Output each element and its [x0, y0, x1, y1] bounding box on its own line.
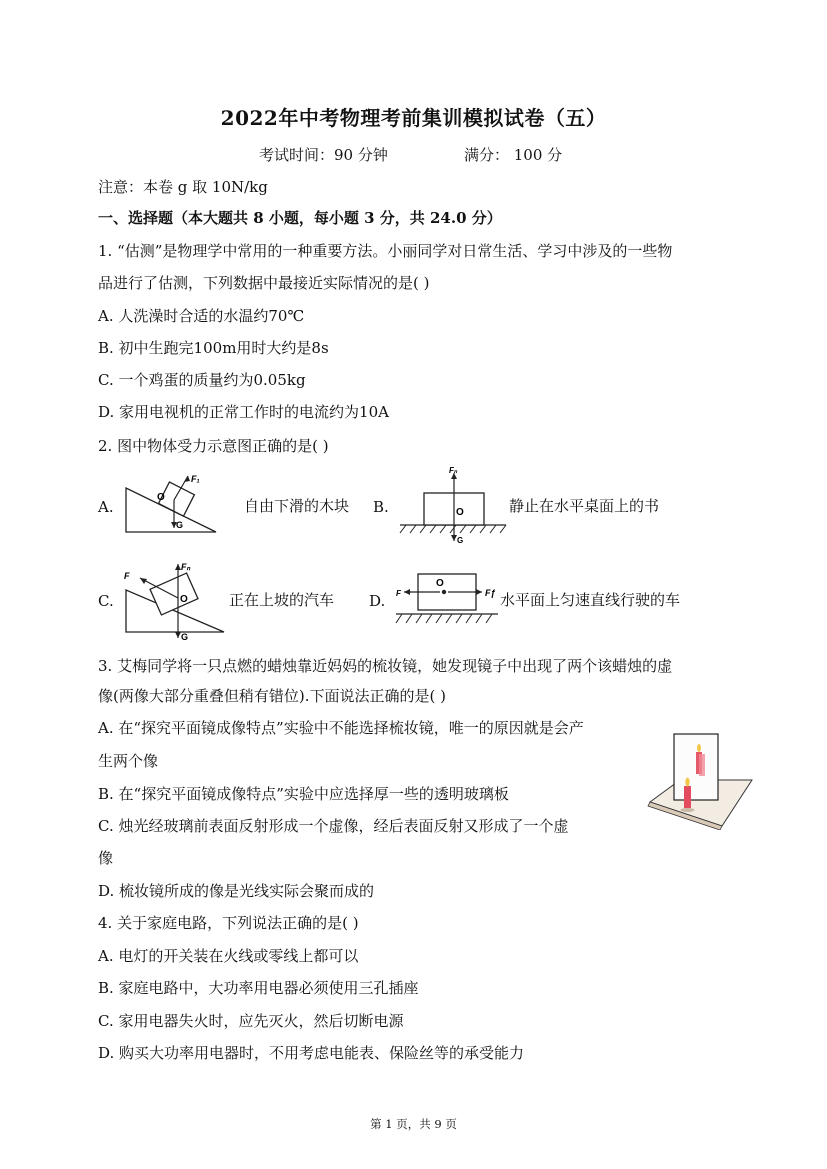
q1-stem-line2: 品进行了估测，下列数据中最接近实际情况的是( )	[98, 274, 430, 292]
exam-time: 考试时间：90 分钟	[259, 146, 388, 164]
diagram-d-level	[392, 568, 504, 632]
diagram-c-g-label: G	[181, 632, 189, 642]
q3-stem-line1: 3. 艾梅同学将一只点燃的蜡烛靠近妈妈的梳妆镜，她发现镜子中出现了两个该蜡烛的虚	[98, 657, 673, 675]
diagram-a-incline	[118, 470, 228, 540]
q1-option-c: C. 一个鸡蛋的质量约为0.05kg	[98, 371, 306, 389]
q2-option-c: C.	[98, 592, 114, 610]
note: 注意：本卷 g 取 10N/kg	[98, 178, 268, 196]
q3-stem-line2: 像(两像大部分重叠但稍有错位).下面说法正确的是( )	[98, 687, 446, 705]
q3-option-d: D. 梳妆镜所成的像是光线实际会聚而成的	[98, 882, 375, 900]
page-footer: 第 1 页，共 9 页	[370, 1117, 457, 1131]
page-title: 2022年中考物理考前集训模拟试卷（五）	[220, 106, 607, 130]
q2-option-a: A.	[98, 498, 114, 516]
section-heading: 一、选择题（本大题共 8 小题，每小题 3 分，共 24.0 分）	[98, 209, 502, 227]
diagram-b-table	[398, 463, 510, 549]
diagram-a-g-label: G	[176, 520, 184, 530]
diagram-d-ff-label: Fƒ	[485, 588, 496, 598]
diagram-c-slope	[118, 556, 230, 642]
diagram-c-o-label: O	[180, 594, 188, 605]
q3-option-a-line1: A. 在“探究平面镜成像特点”实验中不能选择梳妆镜，唯一的原因就是会产	[98, 719, 584, 737]
q4-option-d: D. 购买大功率用电器时，不用考虑电能表、保险丝等的承受能力	[98, 1044, 525, 1062]
q3-option-b: B. 在“探究平面镜成像特点”实验中应选择厚一些的透明玻璃板	[98, 785, 509, 803]
q2-caption-b: 静止在水平桌面上的书	[509, 497, 660, 515]
q1-stem-line1: 1. “估测”是物理学中常用的一种重要方法。小丽同学对日常生活、学习中涉及的一些物	[98, 242, 673, 260]
diagram-b-o-label: O	[456, 507, 464, 518]
q1-option-b: B. 初中生跑完100m用时大约是8s	[98, 339, 329, 357]
q4-stem: 4. 关于家庭电路，下列说法正确的是( )	[98, 914, 359, 932]
q2-option-d: D.	[369, 592, 386, 610]
diagram-d-f-label: F	[396, 589, 401, 598]
q3-option-c-line1: C. 烛光经玻璃前表面反射形成一个虚像，经后表面反射又形成了一个虚	[98, 817, 569, 835]
q4-option-a: A. 电灯的开关装在火线或零线上都可以	[98, 947, 359, 965]
diagram-d-o-label: O	[436, 578, 444, 589]
diagram-a-o-label: O	[157, 492, 165, 503]
q3-option-c-line2: 像	[98, 849, 114, 867]
q2-caption-d: 水平面上匀速直线行驶的车	[500, 591, 681, 609]
diagram-c-fn-label: Fₙ	[181, 562, 191, 572]
q1-option-a: A. 人洗澡时合适的水温约70℃	[98, 307, 305, 325]
q3-option-a-line2: 生两个像	[98, 752, 159, 770]
q2-caption-a: 自由下滑的木块	[244, 497, 350, 515]
q1-option-d: D. 家用电视机的正常工作时的电流约为10A	[98, 403, 389, 421]
q2-option-b: B.	[373, 498, 389, 516]
diagram-b-fn-label: Fₙ	[449, 466, 458, 475]
q2-stem: 2. 图中物体受力示意图正确的是( )	[98, 437, 329, 455]
mirror-candle-illustration	[644, 730, 756, 830]
q4-option-b: B. 家庭电路中，大功率用电器必须使用三孔插座	[98, 979, 419, 997]
q4-option-c: C. 家用电器失火时，应先灭火，然后切断电源	[98, 1012, 404, 1030]
diagram-c-f-label: F	[124, 571, 130, 581]
diagram-b-g-label: G	[457, 536, 464, 545]
full-score: 满分： 100 分	[464, 146, 563, 164]
diagram-a-force-label: F₁	[191, 474, 200, 484]
q2-caption-c: 正在上坡的汽车	[229, 591, 335, 609]
